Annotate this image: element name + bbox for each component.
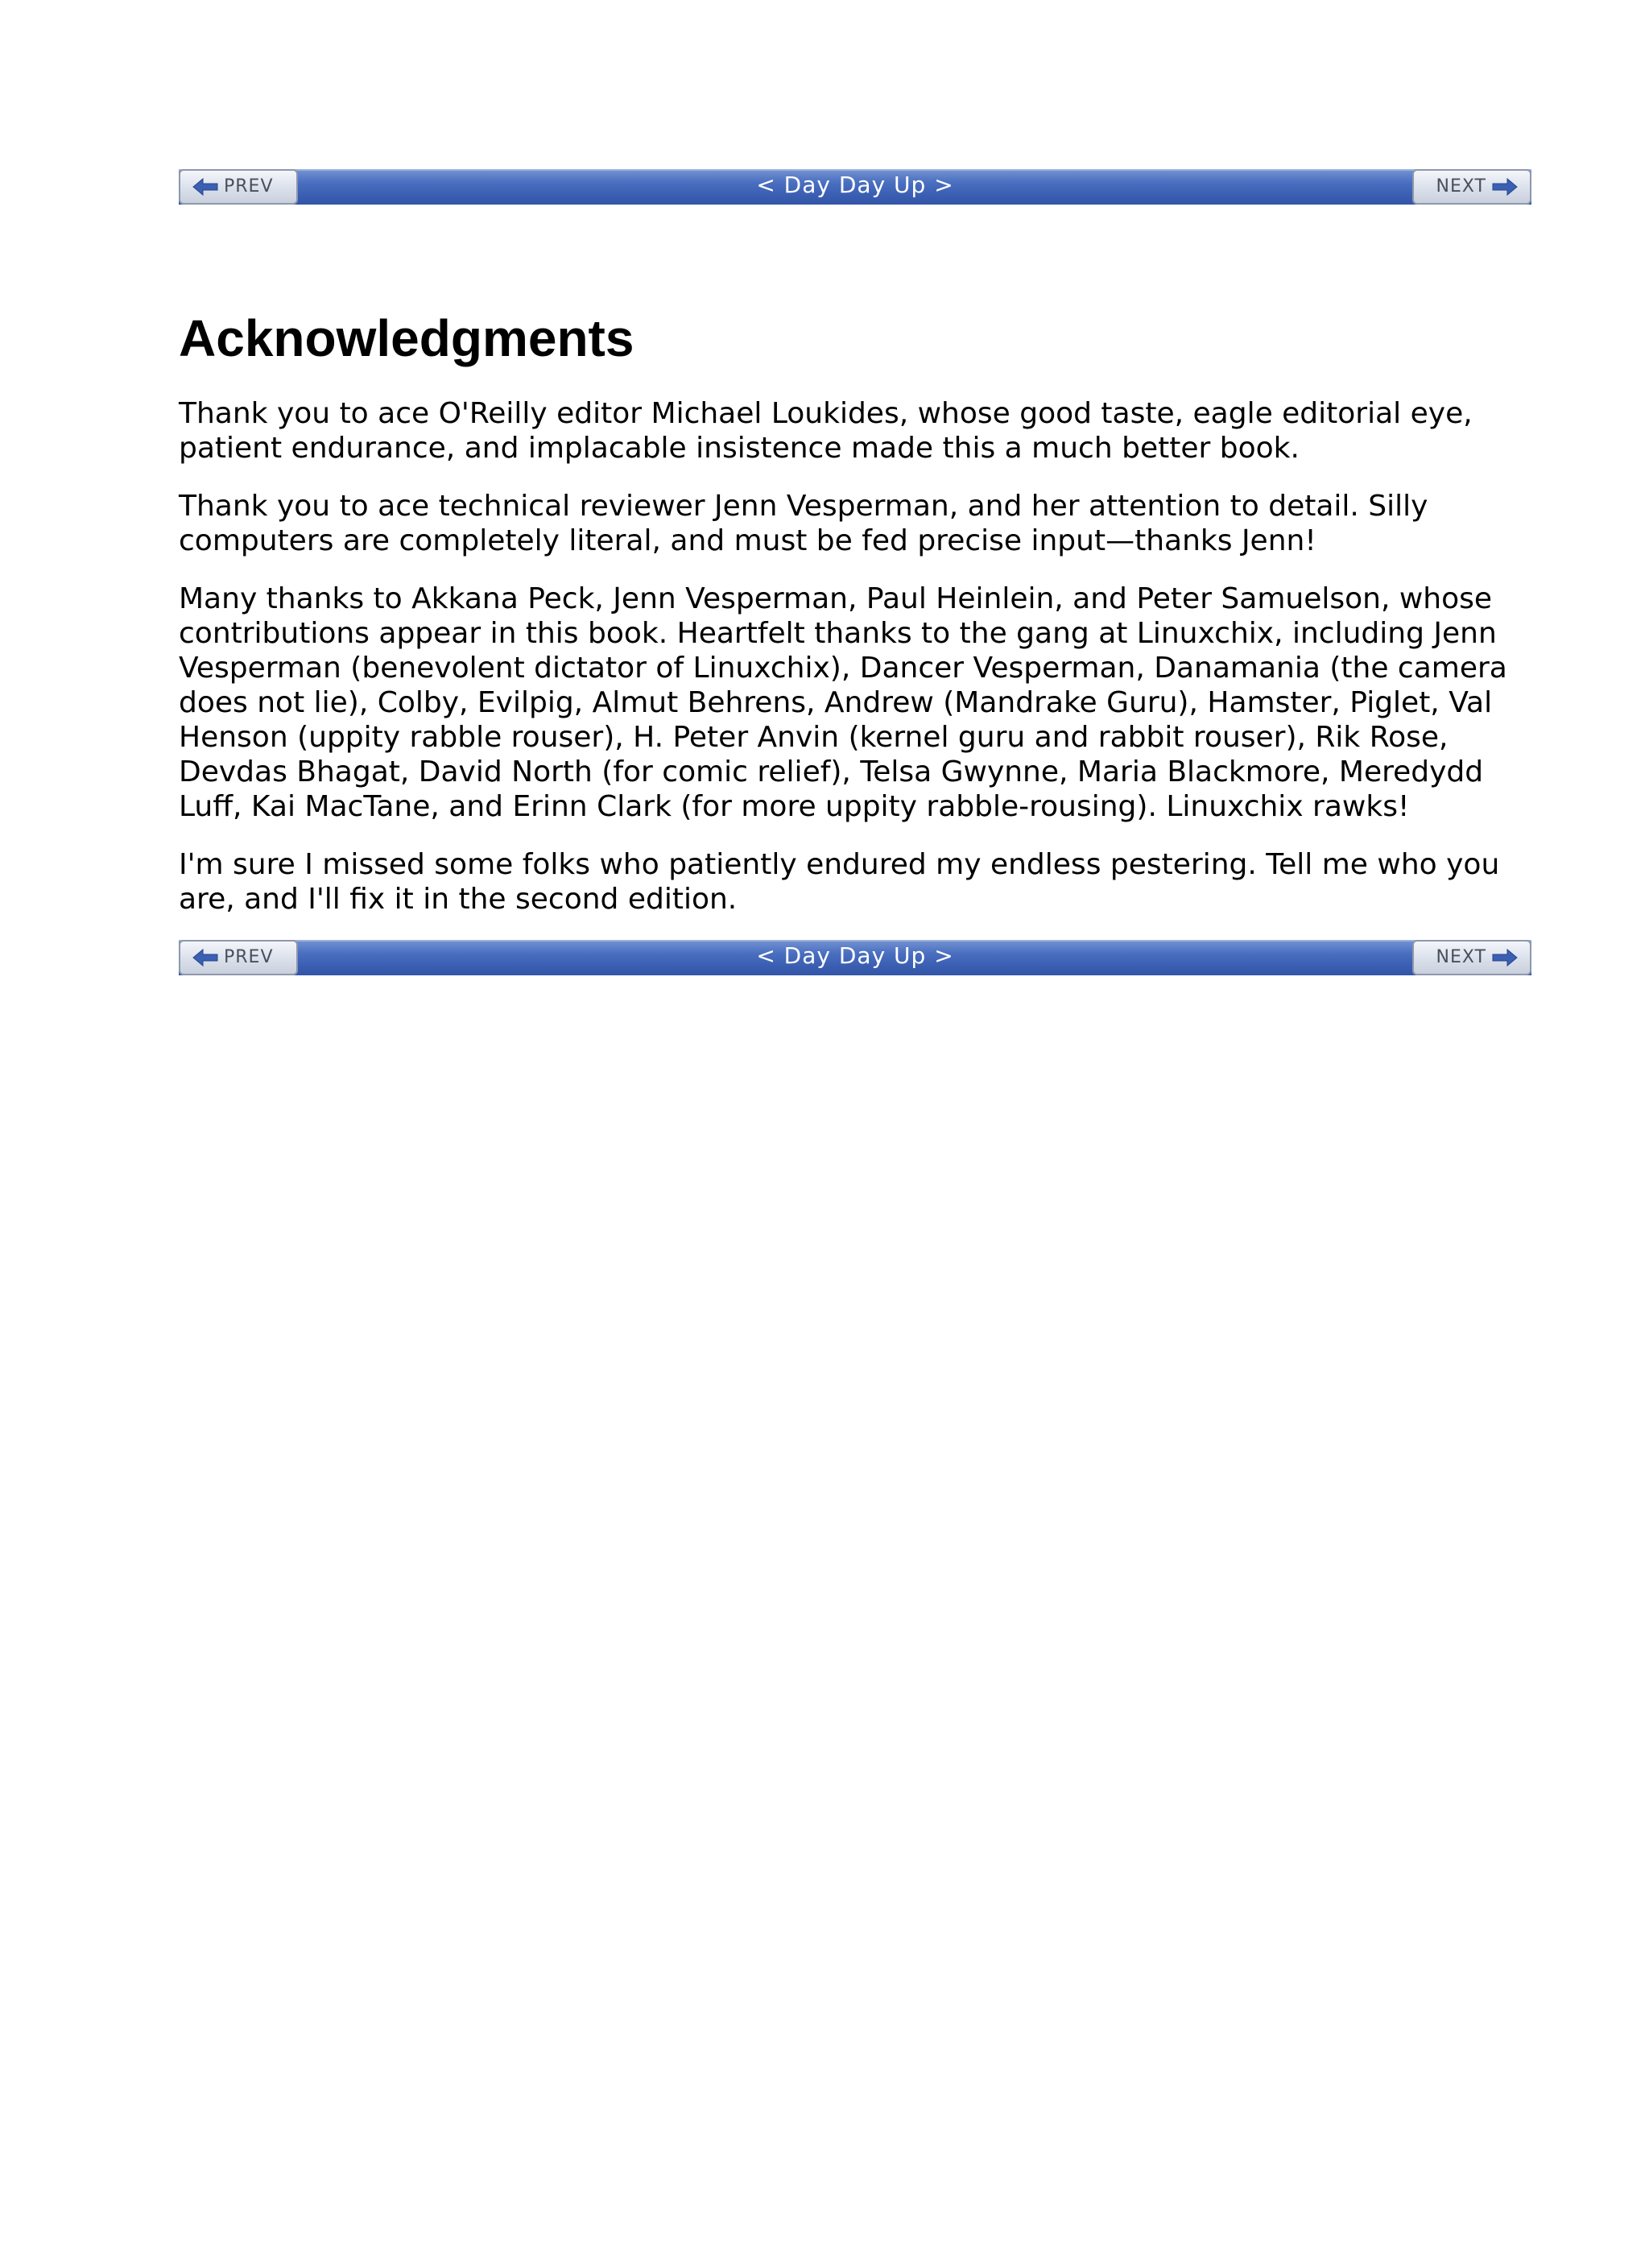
nav-title: < Day Day Up > [756, 172, 954, 198]
next-button[interactable] [1412, 169, 1531, 205]
right-arrow-icon [1491, 948, 1519, 967]
bottom-nav-bar [179, 940, 1531, 975]
paragraph: I'm sure I missed some folks who patiently endured my endless pestering. Tell me who you are, and I'll fix it in the second edition. [179, 848, 1500, 916]
prev-button-label: PREV [224, 947, 274, 967]
paragraph: Thank you to ace technical reviewer Jenn Vesperman, and her attention to detail. Silly computers are completely literal, and must be fed precise input—thanks Jenn! [179, 490, 1428, 557]
next-button-label: NEXT [1436, 176, 1486, 197]
page-title: Acknowledgments [179, 309, 634, 367]
page-content [179, 169, 1531, 975]
nav-title: < Day Day Up > [756, 942, 954, 969]
top-nav-bar [179, 169, 1531, 205]
next-button-label: NEXT [1436, 947, 1486, 967]
prev-button-label: PREV [224, 176, 274, 197]
next-button[interactable] [1412, 940, 1531, 975]
paragraph: Thank you to ace O'Reilly editor Michael Loukides, whose good taste, eagle editorial eye, patient endurance, and implacable insistence made this a much better book. [179, 397, 1473, 465]
right-arrow-icon [1491, 177, 1519, 197]
paragraph: Many thanks to Akkana Peck, Jenn Vesperman, Paul Heinlein, and Peter Samuelson, whose contributions appear in this book. Heartfelt thanks to the gang at Linuxchix, including Jenn Vesperman (benevolent dictator of Linuxchix), Dancer Vesperman, Danamania (the camera does not lie), Colby, Evilpig, Almut Behrens, Andrew (Mandrake Guru), Hamster, Piglet, Val Henson (uppity rabble rouser), H. Peter Anvin (kernel guru and rabbit rouser), Rik Rose, Devdas Bhagat, David North (for comic relief), Telsa Gwynne, Maria Blackmore, Meredydd Luff, Kai MacTane, and Erinn Clark (for more uppity rabble-rousing). Linuxchix rawks! [179, 582, 1507, 823]
acknowledgments-body [179, 396, 1531, 917]
